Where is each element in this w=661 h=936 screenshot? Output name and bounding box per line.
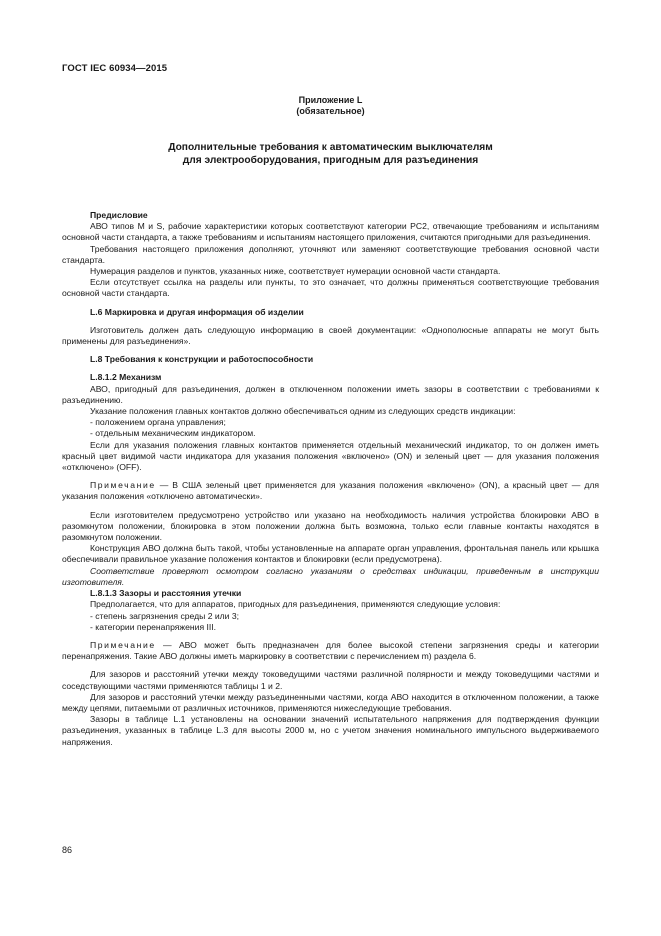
- note: [62, 640, 599, 662]
- paragraph: Изготовитель должен дать следующую информацию в своей документации: «Однополюсные аппараты не могут быть применены для разъединения».: [62, 324, 599, 347]
- annex-heading-line2: для электрооборудования, пригодным для разъединения: [182, 154, 479, 166]
- paragraph-italic: Соответствие проверяют осмотром согласно указаниям о средствах индикации, приведенным в инструкции изготовителя.: [62, 565, 599, 587]
- paragraph: Нумерация разделов и пунктов, указанных ниже, соответствует нумерации основной части стандарта.: [90, 266, 501, 277]
- paragraph: Если изготовителем предусмотрено устройство или указано на необходимость наличия устройства блокировки АВО в разомкнутом положении, блокировка в этом положении должна быть возможна, только если главные контакты находятся в разомкнутом положении.: [62, 509, 599, 543]
- section-heading-l8: L.8 Требования к конструкции и работоспособности: [90, 354, 314, 365]
- paragraph: Для зазоров и расстояний утечки между токоведущими частями различной полярности и между токоведущими частями и соседствующими частями применяются таблицы 1 и 2.: [62, 669, 599, 691]
- list-item: - положением органа управления;: [90, 417, 226, 428]
- note-text: — В США зеленый цвет применяется для указания положения «включено» (ON), а красный цвет — для указания положения «отключено автоматически».: [62, 480, 599, 502]
- note: [62, 480, 599, 502]
- paragraph: Если отсутствует ссылка на разделы или пункты, то это означает, что должны применяться соответствующие требования основной части стандарта.: [62, 277, 599, 299]
- section-heading-l812: L.8.1.2 Механизм: [90, 372, 162, 383]
- list-item: - категории перенапряжения III.: [90, 621, 217, 632]
- paragraph: АВО, пригодный для разъединения, должен в отключенном положении иметь зазоры в соответствии с требованиями к разъединению.: [62, 383, 599, 405]
- page-number: 86: [62, 845, 73, 855]
- preface-heading: Предисловие: [90, 210, 148, 220]
- paragraph: Предполагается, что для аппаратов, пригодных для разъединения, применяются следующие условия:: [90, 599, 501, 610]
- paragraph: Указание положения главных контактов должно обеспечиваться одним из следующих средств индикации:: [90, 406, 516, 417]
- list-item: - отдельным механическим индикатором.: [90, 428, 256, 439]
- paragraph: Для зазоров и расстояний утечки между разъединенными частями, когда АВО находится в отключенном положении, а также между цепями, питаемыми от различных источников, применяются нижеследующие требования.: [62, 691, 599, 713]
- standard-id: ГОСТ IEC 60934—2015: [62, 63, 168, 74]
- list-item: - степень загрязнения среды 2 или 3;: [90, 610, 240, 621]
- paragraph: Требования настоящего приложения дополняют, уточняют или заменяют соответствующие требования основной части стандарта.: [62, 243, 599, 265]
- annex-heading: [62, 142, 599, 167]
- annex-heading-line1: Дополнительные требования к автоматическим выключателям: [168, 142, 493, 153]
- paragraph: Конструкция АВО должна быть такой, чтобы установленные на аппарате орган управления, фронтальная панель или крышка обеспечивали правильное указание положения контактов и блокировки (если предусмотрена).: [62, 543, 599, 565]
- paragraph: Если для указания положения главных контактов применяется отдельный механический индикатор, то он должен иметь красный цвет видимой части индикатора для указания положения «включено» (ON) и зеленый цвет — для указания положения «отключено» (OFF).: [62, 439, 599, 473]
- section-heading-l813: L.8.1.3 Зазоры и расстояния утечки: [90, 588, 242, 599]
- annex-status: (обязательное): [296, 106, 365, 116]
- section-heading-l6: L.6 Маркировка и другая информация об изделии: [90, 306, 304, 317]
- note-label: Примечание: [90, 639, 156, 650]
- note-label: Примечание: [90, 480, 156, 491]
- paragraph: Зазоры в таблице L.1 установлены на основании значений испытательного напряжения для подтверждения функции разъединения, указанных в таблице L.3 для высоты 2000 м, но с учетом значения номинального импульсного выдерживаемого напряжения.: [62, 714, 599, 747]
- document-body: [62, 210, 599, 748]
- paragraph: АВО типов М и S, рабочие характеристики которых соответствуют категории PC2, отвечающие требованиям и испытаниям основной части стандарта, а также требованиям и испытаниям настоящего приложения, считаются пригодными для разъединения.: [62, 221, 599, 243]
- annex-title: Приложение L: [298, 95, 363, 105]
- note-text: — АВО может быть предназначен для более высокой степени загрязнения среды и категории перенапряжения. Такие АВО должны иметь маркировку в соответствии с перечислением m) раздела 6.: [62, 639, 599, 662]
